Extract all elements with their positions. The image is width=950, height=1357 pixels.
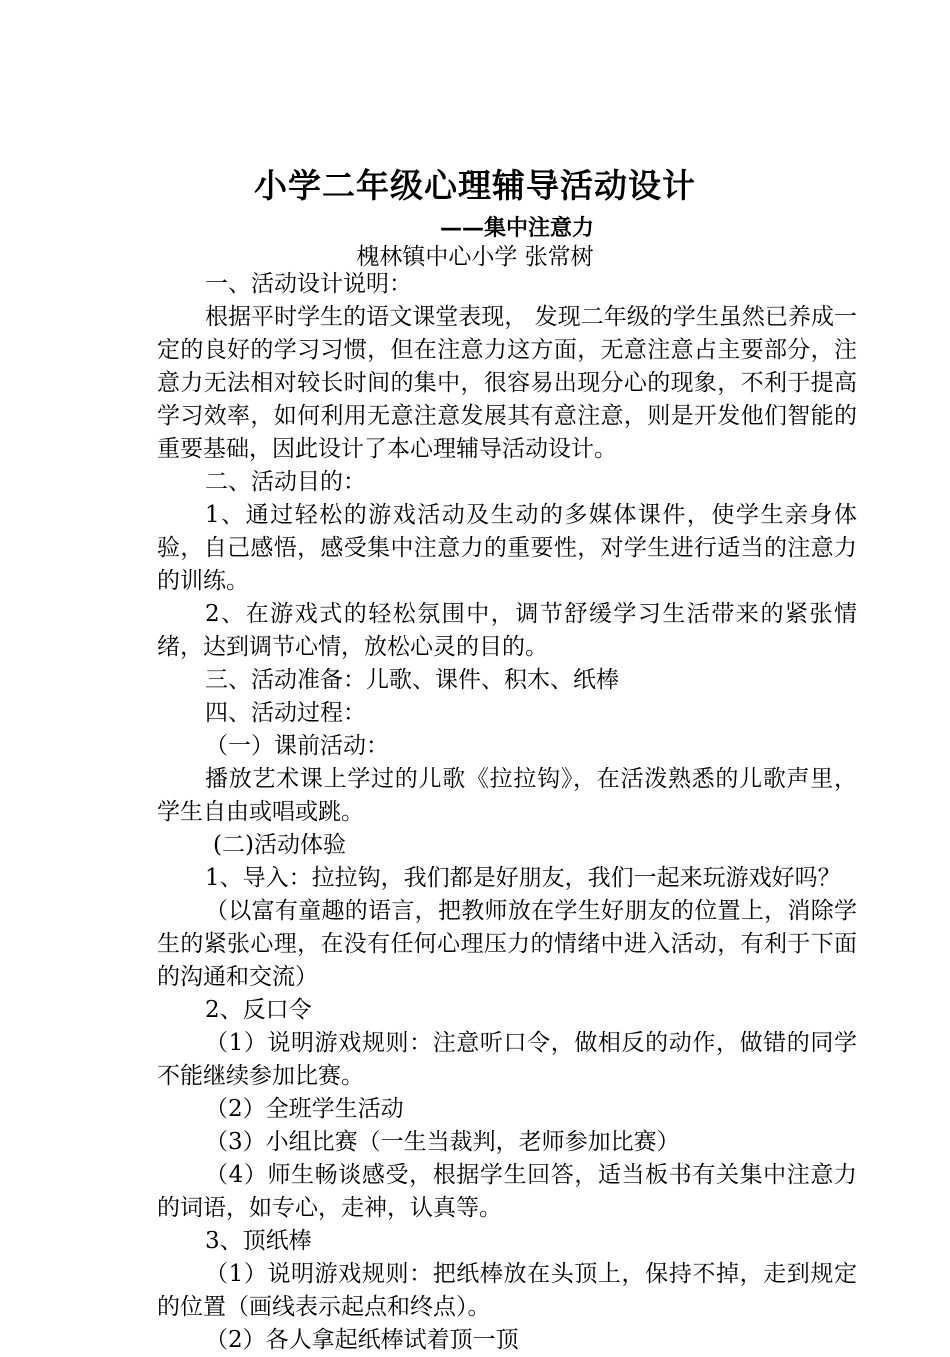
paragraph-rule-2: （1）说明游戏规则：把纸棒放在头顶上，保持不掉，走到规定的位置（画线表示起点和终点）。 bbox=[157, 1261, 857, 1320]
paragraph-goal-1: 1、通过轻松的游戏活动及生动的多媒体课件，使学生亲身体验，自己感悟，感受集中注意力的重要性，对学生进行适当的注意力的训练。 bbox=[157, 502, 857, 594]
paragraph-goal-2: 2、在游戏式的轻松氛围中，调节舒缓学习生活带来的紧张情绪，达到调节心情，放松心灵的目的。 bbox=[157, 601, 857, 660]
paragraph-intro: 1、导入：拉拉钩，我们都是好朋友，我们一起来玩游戏好吗？ bbox=[205, 865, 841, 891]
paragraph-step-3: （3）小组比赛（一生当裁判，老师参加比赛） bbox=[205, 1129, 680, 1155]
document-body bbox=[157, 268, 857, 1357]
document-subtitle: ——集中注意力 bbox=[440, 216, 595, 241]
section-heading-3: 三、活动准备：儿歌、课件、积木、纸棒 bbox=[205, 667, 619, 693]
section-heading-1: 一、活动设计说明： bbox=[205, 271, 412, 297]
subsection-heading-2: (二)活动体验 bbox=[213, 832, 346, 858]
paragraph-step-4: （4）师生畅谈感受，根据学生回答，适当板书有关集中注意力的词语，如专心，走神，认真等。 bbox=[157, 1162, 857, 1221]
section-heading-4: 四、活动过程： bbox=[205, 700, 366, 726]
document-title: 小学二年级心理辅导活动设计 bbox=[254, 166, 696, 205]
section-heading-2: 二、活动目的： bbox=[205, 469, 366, 495]
paragraph-try-stick: （2）各人拿起纸棒试着顶一顶 bbox=[205, 1327, 519, 1353]
paragraph-design-description: 根据平时学生的语文课堂表现， 发现二年级的学生虽然已养成一定的良好的学习习惯，但在注意力这方面，无意注意占主要部分，注意力无法相对较长时间的集中，很容易出现分心的现象，不利于提高学习效率，如何利用无意注意发展其有意注意，则是开发他们智能的重要基础，因此设计了本心理辅导活动设计。 bbox=[157, 304, 857, 462]
paragraph-step-2: （2）全班学生活动 bbox=[205, 1096, 404, 1122]
paragraph-rule-1: （1）说明游戏规则：注意听口令，做相反的动作，做错的同学不能继续参加比赛。 bbox=[157, 1030, 857, 1089]
activity-heading-2: 2、反口令 bbox=[205, 997, 312, 1023]
activity-heading-3: 3、顶纸棒 bbox=[205, 1228, 312, 1254]
paragraph-intro-note: （以富有童趣的语言，把教师放在学生好朋友的位置上，消除学生的紧张心理，在没有任何心理压力的情绪中进入活动，有利于下面的沟通和交流） bbox=[157, 898, 857, 990]
document-author: 槐林镇中心小学 张常树 bbox=[356, 244, 594, 270]
subsection-heading-1: （一）课前活动： bbox=[205, 733, 389, 759]
paragraph-pre-activity: 播放艺术课上学过的儿歌《拉拉钩》，在活泼熟悉的儿歌声里，学生自由或唱或跳。 bbox=[157, 766, 857, 825]
